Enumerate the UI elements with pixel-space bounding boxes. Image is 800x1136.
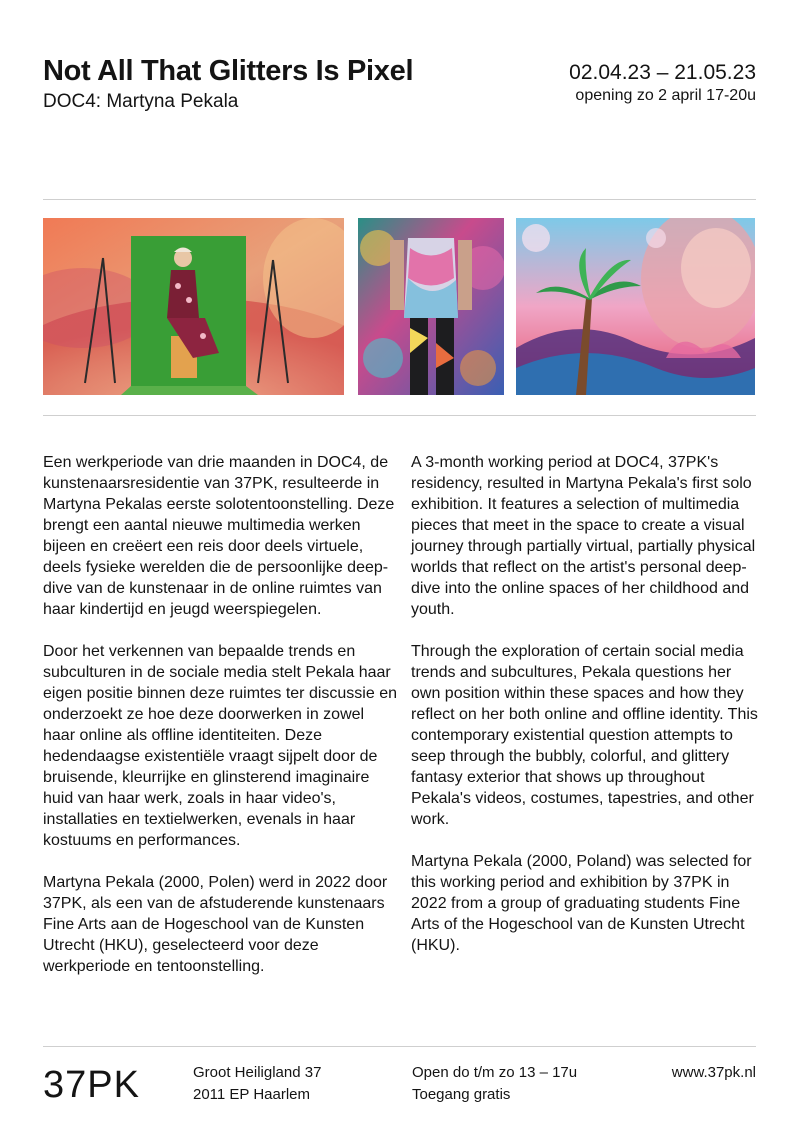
top-divider <box>43 199 756 200</box>
artist-on-green-screen-photo <box>43 218 344 395</box>
english-paragraph-2: Through the exploration of certain social media trends and subcultures, Pekala questions her own position within these spaces and how they reflect on her both online and offline identity. This contemporary existential question attempts to seep through the bubbly, colorful, and glittery fantasy exterior that shows up throughout Pekala's videos, costumes, tapestries, and other work. <box>411 643 758 828</box>
address-street: Groot Heiligland 37 <box>193 1064 322 1081</box>
exhibition-dates: 02.04.23 – 21.05.23 <box>569 61 756 84</box>
english-paragraph-1: A 3-month working period at DOC4, 37PK's residency, resulted in Martyna Pekala's first solo exhibition. It features a selection of multimedia pieces that meet in the space to create a visual journey through partially virtual, partially physical worlds that reflect on the artist's personal deep-dive into the online spaces of her childhood and youth. <box>411 454 756 618</box>
exhibition-title: Not All That Glitters Is Pixel <box>43 55 414 87</box>
hours-text: Open do t/m zo 13 – 17u <box>412 1064 578 1081</box>
opening-hours <box>412 1062 577 1106</box>
37pk-logo: 37PK <box>43 1064 140 1106</box>
costume-figure-photo <box>358 218 504 395</box>
admission-text: Toegang gratis <box>412 1086 511 1103</box>
website-link[interactable]: www.37pk.nl <box>671 1064 756 1081</box>
address-city: 2011 EP Haarlem <box>193 1086 311 1103</box>
footer-divider <box>43 1046 756 1047</box>
palm-tree-collage-photo <box>516 218 755 395</box>
opening-info: opening zo 2 april 17-20u <box>575 87 756 104</box>
dutch-paragraph-3: Martyna Pekala (2000, Polen) werd in 2022 door 37PK, als een van de afstuderende kunstenaars Fine Arts aan de Hogeschool van de Kunsten Utrecht (HKU), geselecteerd voor deze werkperiode en tentoonstelling. <box>43 874 388 975</box>
english-paragraph-3: Martyna Pekala (2000, Poland) was selected for this working period and exhibition by 37PK in 2022 from a group of graduating students Fine Arts of the Hogeschool van de Kunsten Utrecht (HKU). <box>411 853 752 954</box>
exhibition-subtitle: DOC4: Martyna Pekala <box>43 91 239 112</box>
image-divider <box>43 415 756 416</box>
venue-address <box>193 1062 321 1106</box>
dutch-paragraph-2: Door het verkennen van bepaalde trends en subculturen in de sociale media stelt Pekala haar eigen positie binnen deze ruimtes ter discussie en onderzoekt ze hoe deze doorwerken in zowel haar online als offline identiteiten. Deze hedendaagse existentiële vraagt sijpelt door de bruisende, kleurrijke en glinsterend imaginaire huid van haar werk, zoals in haar video's, installaties en textielwerken, evenals in haar kostuums en performances. <box>43 643 397 849</box>
english-text-column <box>411 452 759 977</box>
dutch-text-column <box>43 452 399 998</box>
dutch-paragraph-1: Een werkperiode van drie maanden in DOC4, de kunstenaarsresidentie van 37PK, resulteerde in Martyna Pekalas eerste solotentoonstelling. Deze brengt een aantal nieuwe multimedia werken bijeen en creëert een reis door deels virtuele, deels fysieke werelden die de persoonlijke deep-dive van de kunstenaar in de online ruimtes van haar kindertijd en jeugd weerspiegelen. <box>43 454 395 618</box>
